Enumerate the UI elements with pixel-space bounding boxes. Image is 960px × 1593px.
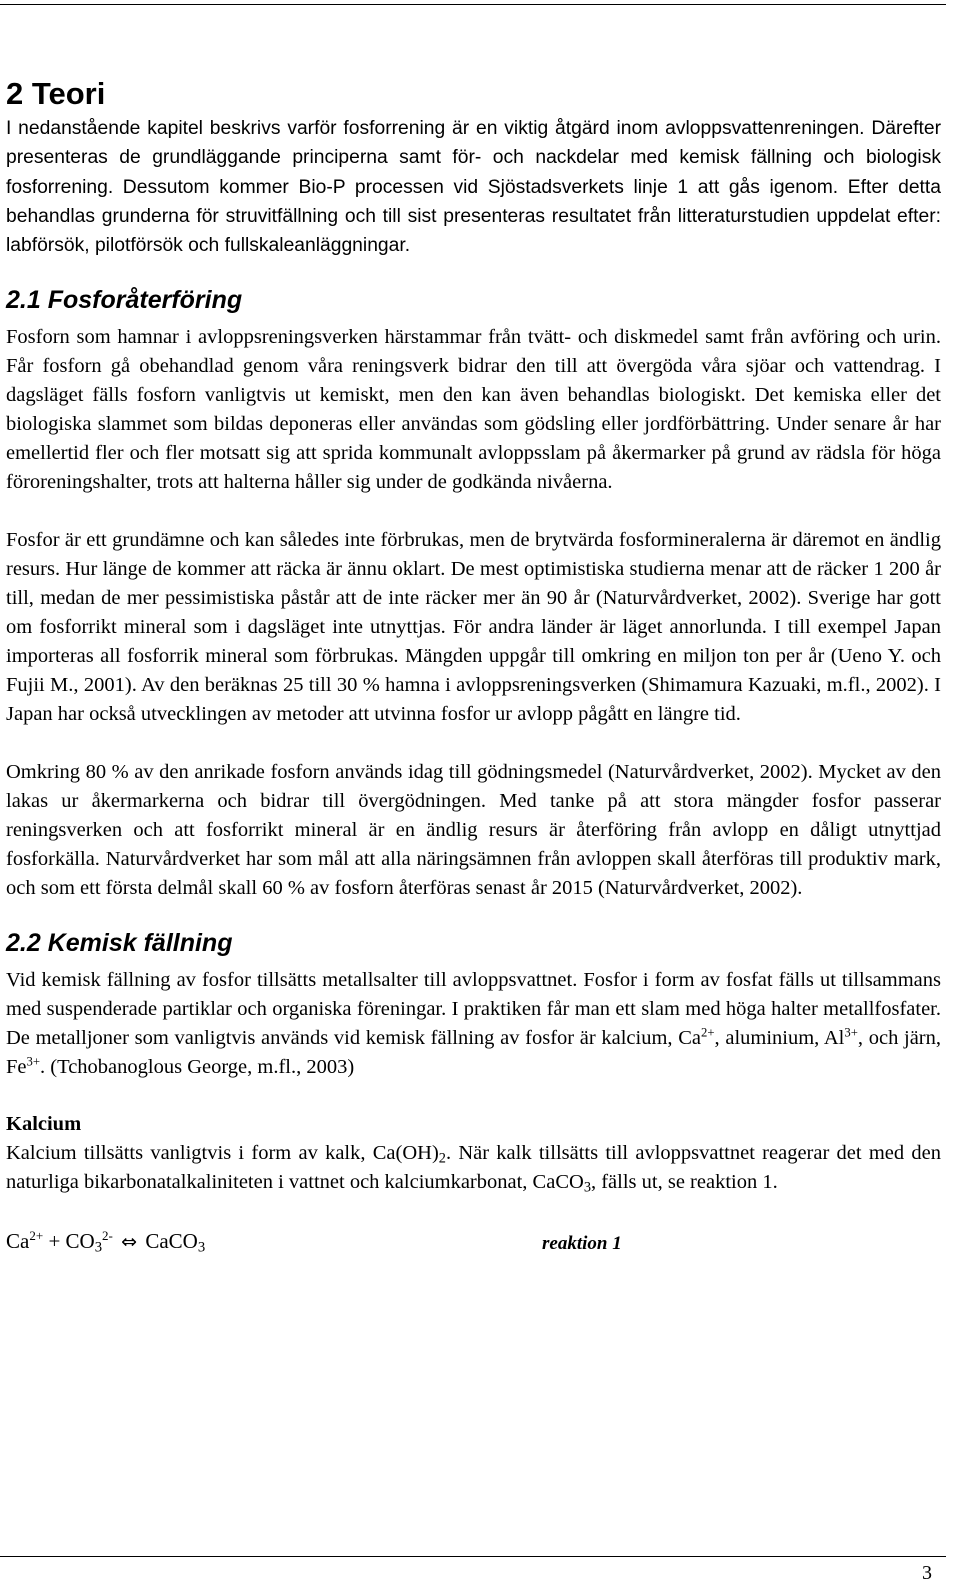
section-heading-2-2: 2.2 Kemisk fällning	[6, 929, 233, 958]
paragraph-kemisk-fallning: Vid kemisk fällning av fosfor tillsätts metallsalter till avloppsvattnet. Fosfor i form av fosfat fälls ut tillsammans med suspenderade partiklar och organiska föreningar. I praktiken får man ett slam med höga halter metallfosfater. De metalljoner som vanligtvis används vid kemisk fällning av fosfor är kalcium, $Ca^{2+}$, aluminium, $Al^{3+}$, och järn, $Fe^{3+}$. (Tchobanoglous George, m.fl., 2003)	[6, 969, 941, 1079]
reaction-equation	[6, 1227, 941, 1257]
section-heading-2-1: 2.1 Fosforåterföring	[6, 286, 243, 315]
page-number: 3	[922, 1562, 932, 1584]
paragraph-fosforaterforing-3: Omkring 80 % av den anrikade fosforn används idag till gödningsmedel (Naturvårdverket, 2002). Mycket av den lakas ur åkermarkerna och bidrar till övergödningen. Med tanke på att stora mängder fosfor passerar reningsverken och att fosforrikt mineral är en ändlig resurs är återföring från avlopp en dåligt utnyttjad fosforkälla. Naturvårdverket har som mål att alla näringsämnen från avloppen skall återföras till produktiv mark, och som ett första delmål skall 60 % av fosforn återföras senast år 2015 (Naturvårdverket, 2002).	[6, 761, 941, 900]
document-page	[6, 70, 941, 1257]
equilibrium-arrow-icon: ⇔	[121, 1231, 138, 1254]
reaction-formula: $Ca^{2+} + CO_3^{2-}$ ⇔ CaCO$_3$	[6, 1228, 206, 1257]
subheading-kalcium: Kalcium	[6, 1113, 82, 1136]
top-rule	[0, 4, 946, 5]
footer-rule	[0, 1556, 946, 1557]
paragraph-fosforaterforing-2: Fosfor är ett grundämne och kan således inte förbrukas, men de brytvärda fosformineralerna är däremot en ändlig resurs. Hur länge de kommer att räcka är ännu oklart. De mest optimistiska studierna menar att de räcker 1 200 år till, medan de mer pessimistiska påstår att de inte räcker mer än 90 år (Naturvårdverket, 2002). Sverige har gott om fosforrikt mineral som i dagsläget inte utnyttjas. För andra länder är läget annorlunda. I till exempel Japan importeras all fosforrik mineral som förbrukas. Mängden uppgår till omkring en miljon ton per år (Ueno Y. och Fujii M., 2001). Av den beräknas 25 till 30 % hamna i avloppsreningsverken (Shimamura Kazuaki, m.fl., 2002). I Japan har också utvecklingen av metoder att utvinna fosfor ur avlopp pågått en längre tid.	[6, 529, 941, 726]
reaction-label: reaktion 1	[542, 1233, 622, 1255]
paragraph-fosforaterforing-1: Fosforn som hamnar i avloppsreningsverken härstammar från tvätt- och diskmedel samt från avföring och urin. Får fosforn gå obehandlad genom våra reningsverk bidrar den till att övergöda våra sjöar och vattendrag. I dagsläget fälls fosforn vanligtvis ut kemiskt, men den kan även behandlas biologiskt. Det kemiska eller det biologiska slammet som bildas deponeras eller användas som gödsling eller jordförbättring. Under senare år har emellertid fler och fler motsatt sig att sprida kommunalt avloppsslam på åkermarker på grund av rädsla för höga föroreningshalter, trots att halterna håller sig under de godkända nivåerna.	[6, 326, 941, 494]
chapter-heading: 2 Teori	[6, 76, 106, 111]
paragraph-kalcium: Kalcium tillsätts vanligtvis i form av kalk, $Ca(OH)_2$. När kalk tillsätts till avloppsvattnet reagerar det med den naturliga bikarbonatalkaliniteten i vattnet och kalciumkarbonat, CaCO$_3$, fälls ut, se reaktion 1.	[6, 1142, 941, 1197]
intro-paragraph: I nedanstående kapitel beskrivs varför fosforrening är en viktig åtgärd inom avloppsvattenreningen. Därefter presenteras de grundläggande principerna samt för- och nackdelar med kemisk fällning och biologisk fosforrening. Dessutom kommer Bio-P processen vid Sjöstadsverkets linje 1 att gås igenom. Efter detta behandlas grunderna för struvitfällning och till sist presenteras resultatet från litteraturstudien uppdelat efter: labförsök, pilotförsök och fullskaleanläggningar.	[6, 118, 941, 257]
